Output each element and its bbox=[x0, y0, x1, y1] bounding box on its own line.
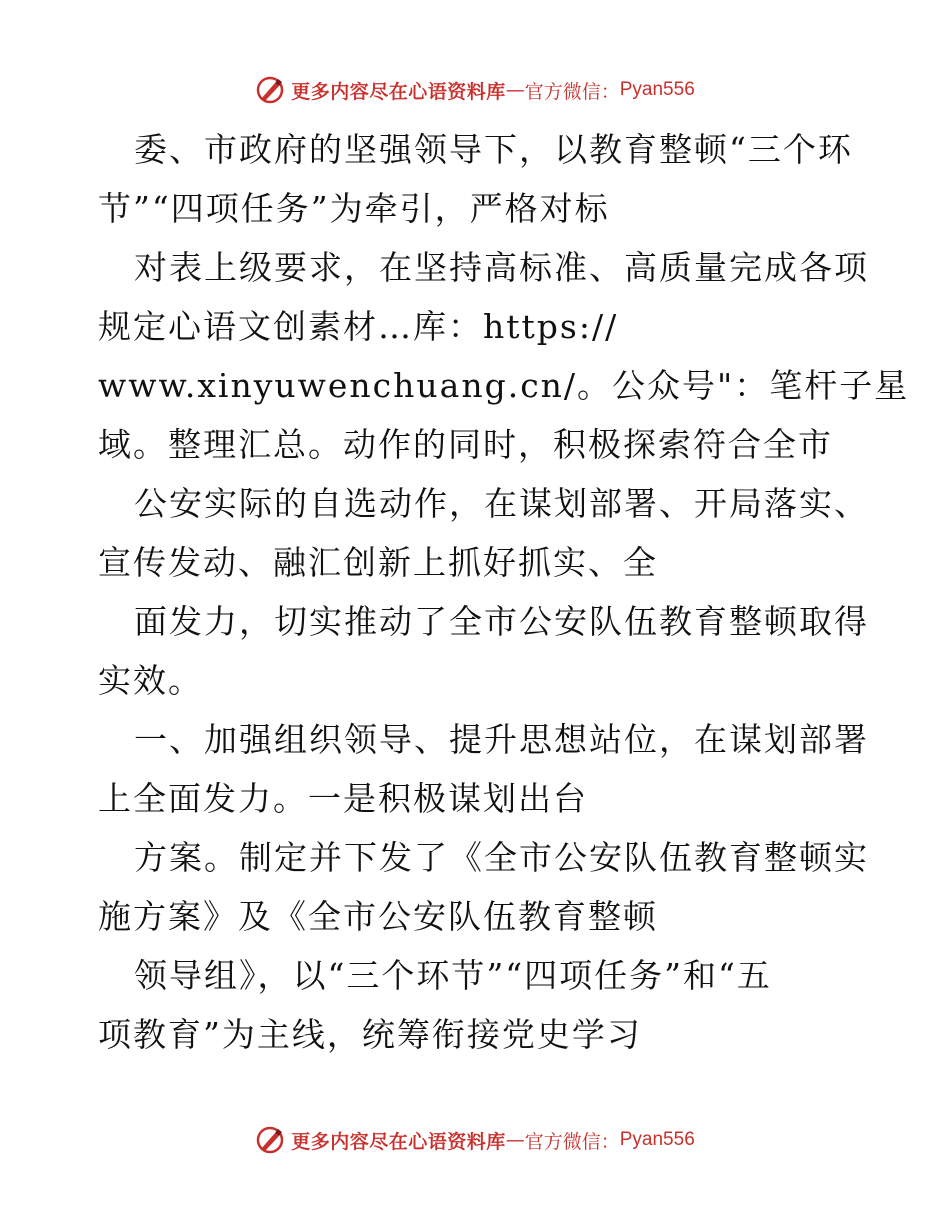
banner-dash: — bbox=[505, 79, 525, 101]
pen-logo-icon bbox=[255, 75, 285, 105]
body-line: 项教育”为主线，统筹衔接党史学习 bbox=[98, 1015, 642, 1054]
banner-wechat-label: 官方微信： bbox=[524, 1130, 620, 1153]
banner-wechat-label: 官方微信： bbox=[524, 80, 620, 103]
pen-logo-icon bbox=[255, 1125, 285, 1155]
banner-main-text: 更多内容尽在心语资料库 bbox=[291, 80, 506, 103]
body-line: 实效。 bbox=[98, 661, 203, 700]
body-line: 节”“四项任务”为牵引，严格对标 bbox=[98, 189, 610, 228]
body-line: 面发力，切实推动了全市公安队伍教育整顿取得 bbox=[134, 602, 869, 641]
body-line: 一、加强组织领导、提升思想站位，在谋划部署 bbox=[134, 720, 869, 759]
body-line: 宣传发动、融汇创新上抓好抓实、全 bbox=[98, 543, 658, 582]
body-line: www.xinyuwenchuang.cn/。公众号"：笔杆子星 bbox=[98, 366, 910, 405]
banner-main-text: 更多内容尽在心语资料库 bbox=[291, 1130, 506, 1153]
body-line: 对表上级要求，在坚持高标准、高质量完成各项 bbox=[134, 248, 869, 287]
body-line: 公安实际的自选动作，在谋划部署、开局落实、 bbox=[134, 484, 869, 523]
document-body bbox=[98, 120, 910, 1064]
body-line: 领导组》，以“三个环节”“四项任务”和“五 bbox=[134, 956, 772, 995]
body-line: 上全面发力。一是积极谋划出台 bbox=[98, 779, 588, 818]
header-banner bbox=[0, 70, 950, 110]
footer-banner bbox=[0, 1120, 950, 1160]
banner-wechat-id: Pyan556 bbox=[619, 1129, 695, 1150]
body-line: 方案。制定并下发了《全市公安队伍教育整顿实 bbox=[134, 838, 869, 877]
body-line: 规定心语文创素材…库：https:// bbox=[98, 307, 619, 346]
banner-dash: — bbox=[505, 1129, 525, 1151]
body-line: 域。整理汇总。动作的同时，积极探索符合全市 bbox=[98, 425, 833, 464]
banner-wechat-id: Pyan556 bbox=[619, 79, 695, 100]
body-line: 施方案》及《全市公安队伍教育整顿 bbox=[98, 897, 658, 936]
body-line: 委、市政府的坚强领导下，以教育整顿“三个环 bbox=[134, 130, 853, 169]
